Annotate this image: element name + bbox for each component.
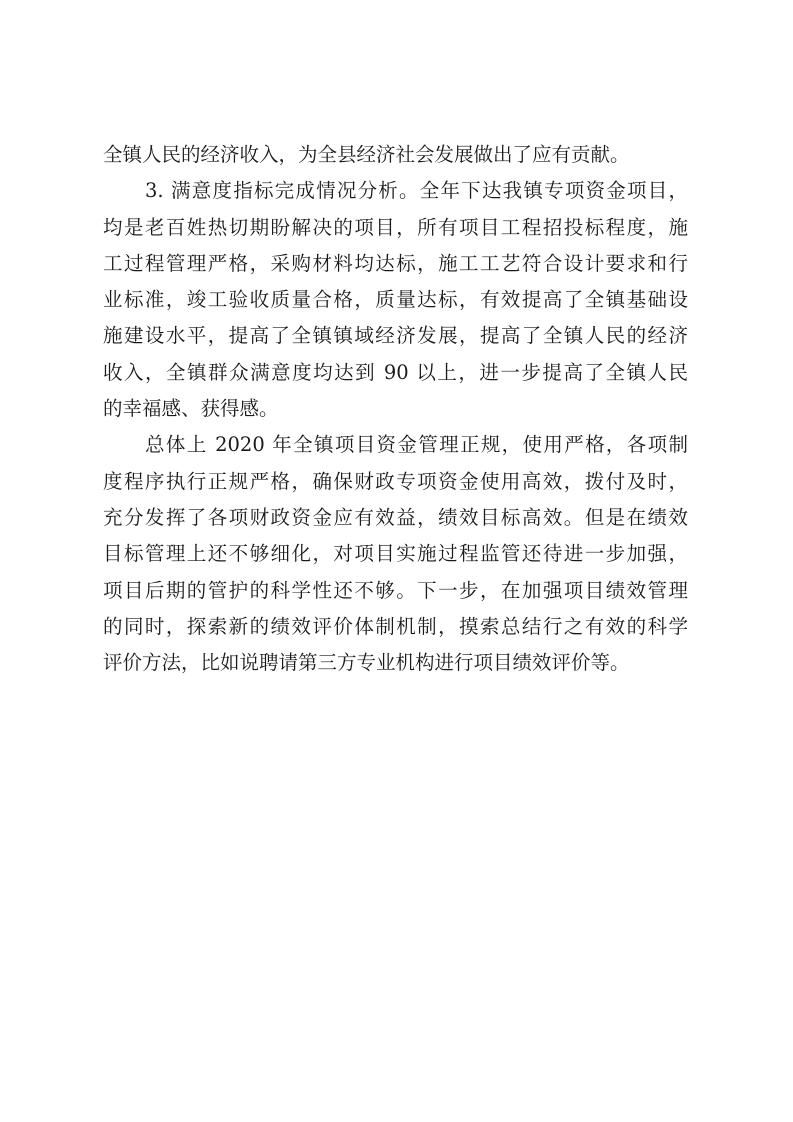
text-line: 业标准，竣工验收质量合格，质量达标，有效提高了全镇基础设 <box>103 288 688 312</box>
text-line: 的幸福感、获得感。 <box>103 397 279 421</box>
text-line: 的同时，探索新的绩效评价体制机制，摸索总结行之有效的科学 <box>103 614 688 638</box>
text-line: 3. 满意度指标完成情况分析。全年下达我镇专项资金项目， <box>145 179 688 203</box>
text-line: 项目后期的管护的科学性还不够。下一步，在加强项目绩效管理 <box>103 578 688 602</box>
text-line: 施建设水平，提高了全镇镇域经济发展，提高了全镇人民的经济 <box>103 324 688 348</box>
paragraph-2 <box>103 173 688 427</box>
paragraph-3 <box>103 427 688 681</box>
text-line: 目标管理上还不够细化，对项目实施过程监管还待进一步加强， <box>103 542 688 566</box>
text-line: 收入，全镇群众满意度均达到 90 以上，进一步提高了全镇人民 <box>103 360 688 384</box>
text-line: 均是老百姓热切期盼解决的项目，所有项目工程招投标程度，施 <box>103 215 688 239</box>
document-body <box>103 137 688 681</box>
text-line: 总体上 2020 年全镇项目资金管理正规，使用严格，各项制 <box>145 433 688 457</box>
text-line: 评价方法，比如说聘请第三方专业机构进行项目绩效评价等。 <box>103 651 630 675</box>
text-line: 度程序执行正规严格，确保财政专项资金使用高效，拨付及时， <box>103 469 688 493</box>
paragraph-1 <box>103 137 688 173</box>
text-line: 工过程管理严格，采购材料均达标，施工工艺符合设计要求和行 <box>103 251 688 275</box>
text-line: 全镇人民的经济收入，为全县经济社会发展做出了应有贡献。 <box>103 143 630 166</box>
text-line: 充分发挥了各项财政资金应有效益，绩效目标高效。但是在绩效 <box>103 505 688 529</box>
